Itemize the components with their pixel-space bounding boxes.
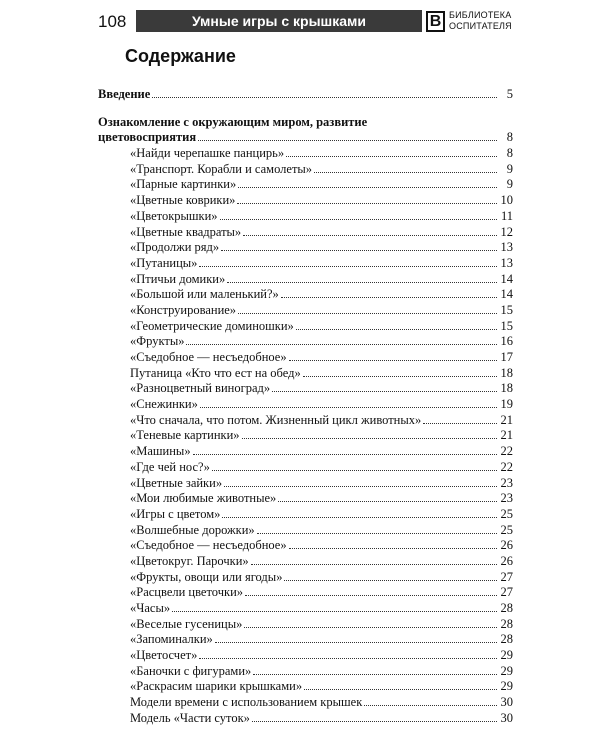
leader-dots [222,517,497,518]
toc-items [98,145,513,725]
toc-entry-label: «Цветные коврики» [130,193,236,208]
table-of-contents [98,86,513,726]
toc-entry-page: 5 [506,86,513,101]
leader-dots [172,611,497,612]
toc-entry-page: 15 [500,302,513,317]
toc-entry [98,600,513,616]
leader-dots [281,297,497,298]
toc-entry [98,459,513,475]
page-number: 108 [98,12,127,31]
toc-entry-page: 17 [500,350,513,364]
toc-entry-label: «Машины» [130,444,191,459]
toc-entry [98,443,513,459]
toc-entry [98,569,513,585]
toc-entry-page: 9 [506,161,513,176]
leader-dots [304,689,497,690]
toc-entry-page: 12 [500,224,513,239]
toc-entry [98,710,513,726]
toc-entry-page: 25 [500,522,513,537]
toc-entry [98,271,513,287]
toc-entry [98,224,513,240]
running-title: Умные игры с крышками [136,10,422,32]
page-header [98,10,511,34]
leader-dots [272,391,497,392]
toc-entry [98,349,513,365]
toc-entry-label: «Цветокрышки» [130,208,218,223]
toc-entry-label: «Продолжи ряд» [130,240,220,255]
toc-entry [98,334,513,350]
toc-entry [98,412,513,428]
toc-entry [98,318,513,334]
leader-dots [242,438,497,439]
toc-entry [98,255,513,271]
toc-entry-label: Модели времени с использованием крышек [130,695,363,710]
leader-dots [423,423,497,424]
toc-entry [98,381,513,397]
toc-entry-label: «Игры с цветом» [130,506,221,521]
toc-entry-page: 29 [500,663,513,678]
leader-dots [245,595,497,596]
toc-entry-page: 28 [500,601,513,615]
toc-entry-label: «Птичьи домики» [130,271,226,286]
leader-dots [243,235,497,236]
toc-entry-page: 10 [500,193,513,208]
leader-dots [289,548,497,549]
toc-entry [98,475,513,491]
toc-section-label-line1: Ознакомление с окружающим миром, развитие [98,114,368,129]
leader-dots [227,282,497,283]
toc-entry-label: «Где чей нос?» [130,459,210,474]
toc-entry-page: 28 [500,632,513,647]
logo-letter: В [426,11,445,32]
toc-entry-page: 18 [500,365,513,380]
toc-entry-label: «Большой или маленький?» [130,287,279,302]
leader-dots [238,187,497,188]
toc-entry [98,240,513,256]
toc-entry [98,177,513,193]
toc-entry-label: «Мои любимые животные» [130,491,277,506]
toc-entry-label: «Путаницы» [130,255,198,270]
leader-dots [251,564,497,565]
toc-entry-page: 9 [506,177,513,192]
toc-section-label-line2: цветовосприятия [98,130,197,145]
toc-entry-label: «Конструирование» [130,302,237,317]
toc-entry-page: 14 [500,271,513,286]
toc-entry-label: «Расцвели цветочки» [130,585,244,600]
toc-entry-label: «Часы» [130,601,171,615]
logo-line-1: БИБЛИОТЕКА [449,10,512,20]
toc-entry-label: «Теневые картинки» [130,428,240,443]
toc-entry-page: 14 [500,287,513,302]
toc-entry [98,679,513,695]
toc-entry-label: «Баночки с фигурами» [130,663,252,678]
leader-dots [199,266,497,267]
leader-dots [237,203,497,204]
toc-entry-label: «Разноцветный виноград» [130,381,271,396]
toc-entry-page: 22 [500,444,513,459]
toc-entry-label: «Фрукты» [130,334,185,349]
toc-entry-label: «Фрукты, овощи или ягоды» [130,569,283,584]
leader-dots [198,140,497,141]
toc-entry [98,553,513,569]
toc-entry-page: 18 [500,381,513,396]
leader-dots [186,344,497,345]
leader-dots [314,172,497,173]
toc-entry [98,506,513,522]
toc-entry-page: 26 [500,553,513,568]
toc-entry [98,585,513,601]
leader-dots [252,721,497,722]
toc-entry-label: «Транспорт. Корабли и самолеты» [130,161,313,176]
leader-dots [199,658,497,659]
page-heading: Содержание [125,46,236,66]
toc-entry-page: 21 [500,412,513,427]
leader-dots [286,156,497,157]
leader-dots [220,219,497,220]
leader-dots [296,329,497,330]
toc-entry-page: 30 [500,710,513,725]
toc-entry-label: «Найди черепашке панцирь» [130,146,285,161]
leader-dots [303,376,497,377]
toc-entry-label: «Волшебные дорожки» [130,522,255,537]
leader-dots [212,470,497,471]
toc-entry-page: 23 [500,475,513,490]
toc-entry-page: 13 [500,255,513,270]
toc-entry [98,396,513,412]
toc-entry-page: 19 [500,397,513,412]
toc-entry-label: «Цветосчет» [130,648,198,663]
toc-entry-label: Введение [98,86,151,101]
leader-dots [152,97,497,98]
toc-entry-page: 29 [500,679,513,694]
toc-entry [98,192,513,208]
toc-entry-label: «Запоминалки» [130,632,213,647]
toc-entry [98,145,513,161]
leader-dots [278,501,497,502]
toc-entry [98,491,513,507]
toc-entry-label: «Веселые гусеницы» [130,616,243,631]
toc-entry-page: 27 [500,569,513,584]
toc-entry [98,365,513,381]
toc-entry-label: «Раскрасим шарики крышками» [130,679,303,694]
toc-entry-label: «Что сначала, что потом. Жизненный цикл животных» [130,412,422,427]
leader-dots [200,407,497,408]
toc-entry [98,287,513,303]
leader-dots [253,674,497,675]
toc-entry-page: 11 [500,208,513,223]
series-logo [426,10,511,34]
leader-dots [244,627,497,628]
toc-entry-label: Путаница «Кто что ест на обед» [130,365,301,380]
toc-entry [98,663,513,679]
toc-entry-page: 16 [500,334,513,349]
toc-entry-page: 27 [500,585,513,600]
toc-entry-intro [98,86,513,102]
toc-section [98,114,513,146]
toc-entry [98,208,513,224]
toc-entry [98,522,513,538]
toc-section-line2 [98,130,513,146]
toc-entry-label: «Съедобное — несъедобное» [130,350,287,364]
toc-entry [98,632,513,648]
toc-entry-label: «Цветные квадраты» [130,224,242,239]
toc-entry-page: 26 [500,538,513,553]
toc-entry [98,428,513,444]
toc-entry-label: «Цветокруг. Парочки» [130,553,249,568]
toc-entry-label: «Парные картинки» [130,177,237,192]
toc-entry-label: «Цветные зайки» [130,475,223,490]
toc-entry-page: 21 [500,428,513,443]
toc-entry-label: «Съедобное — несъедобное» [130,538,287,553]
toc-entry-page: 29 [500,648,513,663]
toc-entry-label: Модель «Части суток» [130,710,250,725]
toc-entry-page: 28 [500,616,513,631]
leader-dots [193,454,497,455]
toc-entry-page: 8 [506,146,513,161]
toc-entry-page: 23 [500,491,513,506]
toc-entry [98,616,513,632]
toc-section-page: 8 [506,130,513,145]
leader-dots [224,486,497,487]
leader-dots [215,642,497,643]
toc-entry-label: «Геометрические доминошки» [130,318,294,333]
toc-entry [98,302,513,318]
toc-entry-page: 30 [500,695,513,710]
toc-entry [98,161,513,177]
leader-dots [284,580,497,581]
logo-text [449,10,512,32]
leader-dots [238,313,497,314]
toc-entry-page: 25 [500,506,513,521]
toc-entry-page: 15 [500,318,513,333]
leader-dots [221,250,497,251]
leader-dots [257,533,497,534]
toc-entry-label: «Снежинки» [130,397,198,412]
logo-line-2: ОСПИТАТЕЛЯ [449,21,512,31]
toc-entry-page: 22 [500,459,513,474]
toc-entry [98,647,513,663]
leader-dots [289,360,497,361]
toc-entry [98,694,513,710]
toc-entry [98,538,513,554]
leader-dots [364,705,497,706]
toc-entry-page: 13 [500,240,513,255]
